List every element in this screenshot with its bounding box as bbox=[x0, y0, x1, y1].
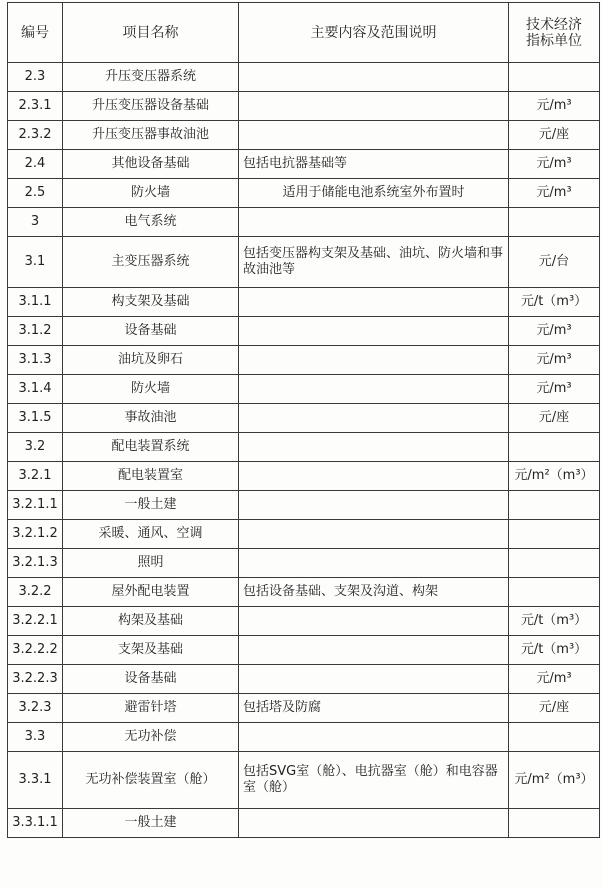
row-desc bbox=[239, 549, 509, 578]
table-body bbox=[8, 63, 600, 838]
row-name: 防火墙 bbox=[63, 375, 239, 404]
row-code: 2.5 bbox=[8, 179, 63, 208]
row-unit bbox=[509, 549, 600, 578]
row-desc bbox=[239, 665, 509, 694]
row-desc bbox=[239, 636, 509, 665]
row-code: 2.3.2 bbox=[8, 121, 63, 150]
row-code: 3.2.1.3 bbox=[8, 549, 63, 578]
row-unit: 元/t（m³） bbox=[509, 607, 600, 636]
row-name: 无功补偿 bbox=[63, 723, 239, 752]
row-desc bbox=[239, 491, 509, 520]
row-desc bbox=[239, 63, 509, 92]
table-row bbox=[8, 549, 600, 578]
row-desc bbox=[239, 433, 509, 462]
table-row bbox=[8, 607, 600, 636]
row-unit bbox=[509, 578, 600, 607]
table-row bbox=[8, 809, 600, 838]
row-unit bbox=[509, 208, 600, 237]
row-name: 一般土建 bbox=[63, 809, 239, 838]
row-unit bbox=[509, 723, 600, 752]
row-code: 3.2.2.1 bbox=[8, 607, 63, 636]
table-row bbox=[8, 636, 600, 665]
row-code: 3.3 bbox=[8, 723, 63, 752]
row-unit: 元/t（m³） bbox=[509, 288, 600, 317]
table-row bbox=[8, 433, 600, 462]
row-unit: 元/m³ bbox=[509, 179, 600, 208]
table-row bbox=[8, 121, 600, 150]
row-desc bbox=[239, 723, 509, 752]
spec-table bbox=[7, 2, 600, 838]
row-unit: 元/m²（m³） bbox=[509, 462, 600, 491]
row-name: 油坑及卵石 bbox=[63, 346, 239, 375]
row-unit: 元/m³ bbox=[509, 346, 600, 375]
table-row bbox=[8, 317, 600, 346]
row-name: 配电装置系统 bbox=[63, 433, 239, 462]
row-unit: 元/座 bbox=[509, 121, 600, 150]
row-code: 3.3.1.1 bbox=[8, 809, 63, 838]
row-desc bbox=[239, 92, 509, 121]
header-code: 编号 bbox=[8, 3, 63, 63]
row-desc bbox=[239, 607, 509, 636]
row-code: 3.1.2 bbox=[8, 317, 63, 346]
row-unit: 元/m³ bbox=[509, 317, 600, 346]
table-row bbox=[8, 578, 600, 607]
row-unit: 元/座 bbox=[509, 404, 600, 433]
row-name: 设备基础 bbox=[63, 317, 239, 346]
row-code: 3.2.2.2 bbox=[8, 636, 63, 665]
row-desc bbox=[239, 317, 509, 346]
row-unit: 元/台 bbox=[509, 237, 600, 288]
row-name: 照明 bbox=[63, 549, 239, 578]
row-unit bbox=[509, 520, 600, 549]
row-code: 3.2 bbox=[8, 433, 63, 462]
header-unit-line2: 指标单位 bbox=[526, 32, 582, 49]
table-header bbox=[8, 3, 600, 63]
row-desc: 包括设备基础、支架及沟道、构架 bbox=[239, 578, 509, 607]
table-row bbox=[8, 150, 600, 179]
row-name: 采暖、通风、空调 bbox=[63, 520, 239, 549]
table-row bbox=[8, 723, 600, 752]
row-desc bbox=[239, 288, 509, 317]
table-row bbox=[8, 752, 600, 809]
table-row bbox=[8, 208, 600, 237]
row-name: 其他设备基础 bbox=[63, 150, 239, 179]
row-code: 3.1 bbox=[8, 237, 63, 288]
table-row bbox=[8, 375, 600, 404]
row-code: 3.2.2.3 bbox=[8, 665, 63, 694]
row-unit bbox=[509, 433, 600, 462]
row-name: 支架及基础 bbox=[63, 636, 239, 665]
row-code: 3.1.3 bbox=[8, 346, 63, 375]
table-row bbox=[8, 288, 600, 317]
row-name: 防火墙 bbox=[63, 179, 239, 208]
row-desc: 包括变压器构支架及基础、油坑、防火墙和事故油池等 bbox=[239, 237, 509, 288]
header-unit-line1: 技术经济 bbox=[526, 16, 582, 33]
row-desc bbox=[239, 520, 509, 549]
row-code: 2.3 bbox=[8, 63, 63, 92]
row-name: 配电装置室 bbox=[63, 462, 239, 491]
row-unit: 元/座 bbox=[509, 694, 600, 723]
table-row bbox=[8, 694, 600, 723]
row-desc bbox=[239, 208, 509, 237]
table-row bbox=[8, 63, 600, 92]
row-name: 事故油池 bbox=[63, 404, 239, 433]
row-name: 设备基础 bbox=[63, 665, 239, 694]
row-code: 3.1.1 bbox=[8, 288, 63, 317]
row-desc bbox=[239, 375, 509, 404]
row-unit: 元/m²（m³） bbox=[509, 752, 600, 809]
row-name: 屋外配电装置 bbox=[63, 578, 239, 607]
row-unit: 元/m³ bbox=[509, 92, 600, 121]
row-code: 3.2.1 bbox=[8, 462, 63, 491]
row-name: 无功补偿装置室（舱） bbox=[63, 752, 239, 809]
table-row bbox=[8, 491, 600, 520]
row-code: 3.2.1.2 bbox=[8, 520, 63, 549]
row-desc bbox=[239, 404, 509, 433]
header-unit bbox=[509, 3, 600, 63]
row-desc: 包括塔及防腐 bbox=[239, 694, 509, 723]
row-unit bbox=[509, 63, 600, 92]
row-code: 3.2.3 bbox=[8, 694, 63, 723]
row-name: 构架及基础 bbox=[63, 607, 239, 636]
row-desc: 包括电抗器基础等 bbox=[239, 150, 509, 179]
header-desc: 主要内容及范围说明 bbox=[239, 3, 509, 63]
table-row bbox=[8, 237, 600, 288]
row-code: 3.2.1.1 bbox=[8, 491, 63, 520]
row-code: 3.3.1 bbox=[8, 752, 63, 809]
row-code: 3.1.5 bbox=[8, 404, 63, 433]
row-desc: 包括SVG室（舱）、电抗器室（舱）和电容器室（舱） bbox=[239, 752, 509, 809]
row-name: 一般土建 bbox=[63, 491, 239, 520]
row-code: 3 bbox=[8, 208, 63, 237]
header-name: 项目名称 bbox=[63, 3, 239, 63]
row-unit bbox=[509, 809, 600, 838]
row-desc bbox=[239, 462, 509, 491]
row-code: 2.4 bbox=[8, 150, 63, 179]
row-unit: 元/t（m³） bbox=[509, 636, 600, 665]
table-row bbox=[8, 665, 600, 694]
table-row bbox=[8, 520, 600, 549]
table-row bbox=[8, 404, 600, 433]
table-row bbox=[8, 179, 600, 208]
row-unit: 元/m³ bbox=[509, 150, 600, 179]
row-name: 构支架及基础 bbox=[63, 288, 239, 317]
row-name: 主变压器系统 bbox=[63, 237, 239, 288]
row-code: 3.2.2 bbox=[8, 578, 63, 607]
row-code: 2.3.1 bbox=[8, 92, 63, 121]
table-row bbox=[8, 346, 600, 375]
row-name: 升压变压器事故油池 bbox=[63, 121, 239, 150]
row-unit bbox=[509, 491, 600, 520]
row-desc bbox=[239, 121, 509, 150]
row-unit: 元/m³ bbox=[509, 375, 600, 404]
row-desc: 适用于储能电池系统室外布置时 bbox=[239, 179, 509, 208]
table-row bbox=[8, 462, 600, 491]
row-desc bbox=[239, 346, 509, 375]
row-name: 避雷针塔 bbox=[63, 694, 239, 723]
row-name: 升压变压器设备基础 bbox=[63, 92, 239, 121]
row-code: 3.1.4 bbox=[8, 375, 63, 404]
table-row bbox=[8, 92, 600, 121]
row-unit: 元/m³ bbox=[509, 665, 600, 694]
row-name: 升压变压器系统 bbox=[63, 63, 239, 92]
row-desc bbox=[239, 809, 509, 838]
row-name: 电气系统 bbox=[63, 208, 239, 237]
